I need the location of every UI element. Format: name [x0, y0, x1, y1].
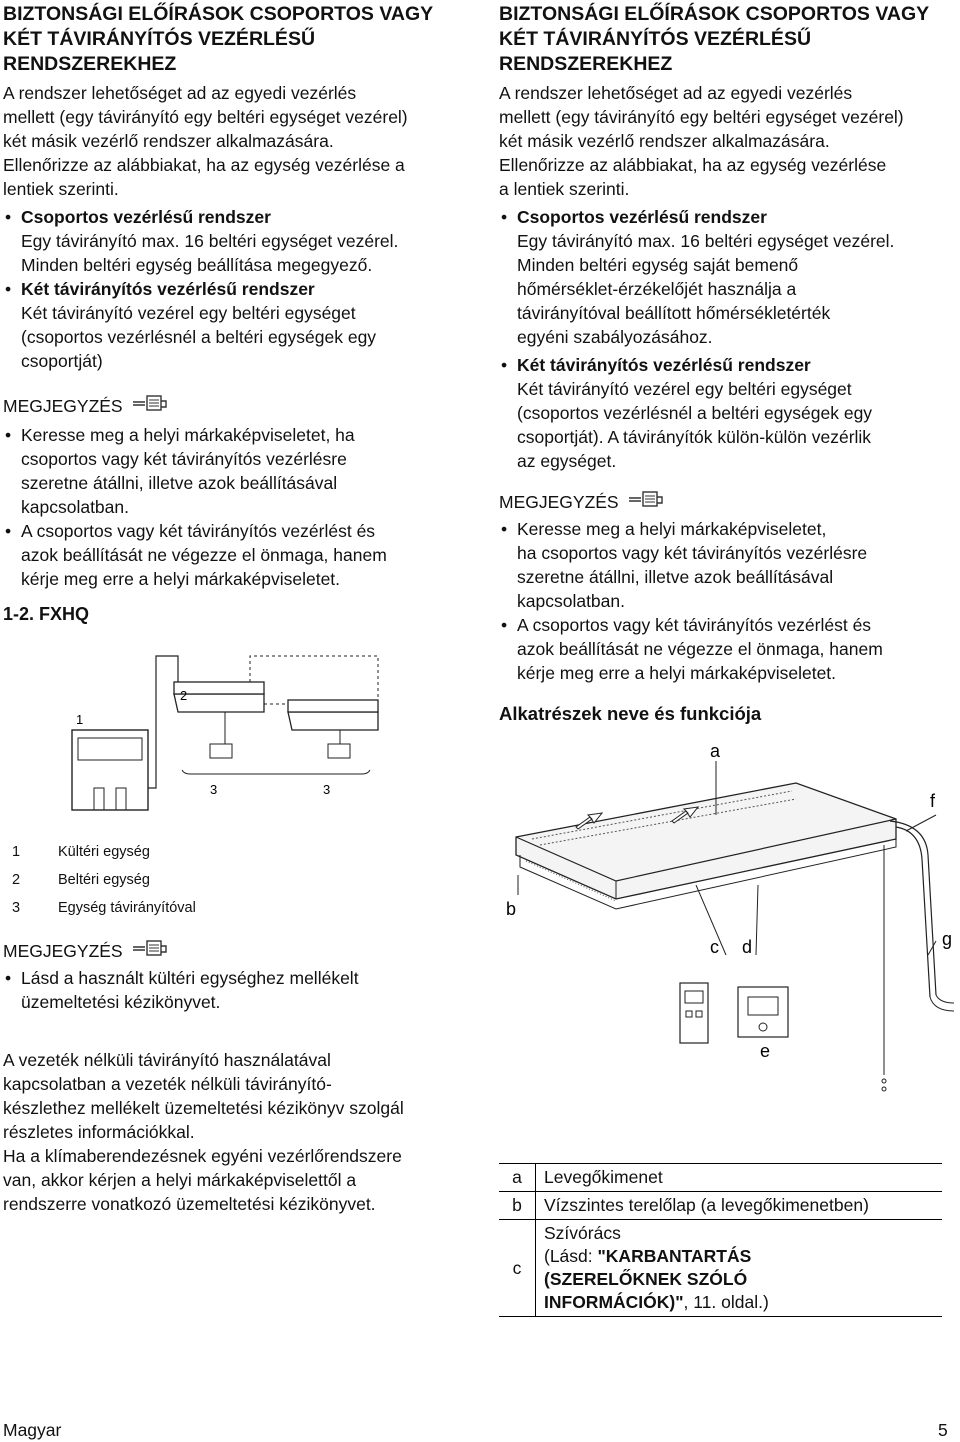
parts-description: Szívórács (Lásd: "KARBANTARTÁS (SZERELŐKNEK SZÓLÓ INFORMÁCIÓK)", 11. oldal.) — [536, 1220, 943, 1317]
wireless-line: Ha a klímaberendezésnek egyéni vezérlőrendszere — [3, 1146, 402, 1166]
left-bullet-dual — [3, 277, 469, 373]
note-hand-icon — [133, 938, 167, 964]
footer-language: Magyar — [3, 1420, 62, 1440]
note-label: MEGJEGYZÉS — [3, 396, 123, 416]
figure-label-e: e — [760, 1041, 771, 1061]
wireless-line: részletes információkkal. — [3, 1122, 195, 1142]
figure-label-c: c — [710, 937, 719, 957]
right-column — [499, 0, 957, 725]
left-bullet1-title: • Csoportos vezérlésű rendszer — [21, 207, 271, 227]
wireless-line: van, akkor kérjen a helyi márkaképviselettől a — [3, 1170, 357, 1190]
left-note1-line: • Keresse meg a helyi márkaképviseletet, ha — [21, 425, 355, 445]
wireless-line: A vezeték nélküli távirányító használatával — [3, 1050, 331, 1070]
left-note3-heading — [3, 938, 469, 964]
parts-heading: Alkatrészek neve és funkciója — [499, 703, 762, 724]
parts-row — [499, 1220, 942, 1317]
left-intro-line: mellett (egy távirányító egy beltéri egységet vezérel) — [3, 107, 408, 127]
right-intro-line: mellett (egy távirányító egy beltéri egységet vezérel) — [499, 107, 904, 127]
right-bullet2-line: Két távirányító vezérel egy beltéri egységet — [517, 379, 852, 399]
left-bullet2-line: Két távirányító vezérel egy beltéri egységet — [21, 303, 356, 323]
parts-key: a — [499, 1164, 536, 1192]
right-bullet1-text — [517, 229, 957, 349]
right-bullet-dual — [499, 353, 957, 473]
indoor-unit-parts-figure — [496, 735, 960, 1155]
right-bullet1-line: egyéni szabályozásához. — [517, 327, 713, 347]
right-note2-line: azok beállítását ne végezze el önmaga, hanem — [517, 639, 883, 659]
legend-item — [12, 894, 196, 922]
parts-row — [499, 1164, 942, 1192]
left-note2-line: azok beállítását ne végezze el önmaga, hanem — [21, 545, 387, 565]
parts-row — [499, 1192, 942, 1220]
left-note1-line: szeretne átállni, illetve azok beállításával — [21, 473, 338, 493]
left-intro — [3, 81, 469, 201]
right-bullet2-line: csoportját). A távirányítók külön-külön vezérlik — [517, 427, 872, 447]
right-intro-line: A rendszer lehetőséget ad az egyedi vezérlés — [499, 83, 853, 103]
left-bullet2-title: • Két távirányítós vezérlésű rendszer — [21, 279, 315, 299]
left-note1 — [3, 423, 469, 519]
parts-description: Vízszintes terelőlap (a levegőkimenetben) — [536, 1192, 943, 1220]
right-note1-line: • Keresse meg a helyi márkaképviseletet, — [517, 519, 827, 539]
left-note1-line: csoportos vagy két távirányítós vezérlésre — [21, 449, 347, 469]
wireless-line: rendszerre vonatkozó üzemeltetési kézikönyvet. — [3, 1194, 376, 1214]
right-note1-line: kapcsolatban. — [517, 591, 625, 611]
left-note3 — [3, 966, 469, 1014]
right-bullet1-line: hőmérséklet-érzékelőjét használja a — [517, 279, 797, 299]
legend-text: Egység távirányítóval — [58, 900, 196, 916]
left-note2-line: • A csoportos vagy két távirányítós vezérlést és — [21, 521, 376, 541]
note-hand-icon — [133, 393, 167, 419]
right-bullet1-line: távirányítóval beállított hőmérsékletérték — [517, 303, 831, 323]
left-bullet1-text — [21, 229, 469, 277]
left-lower — [3, 938, 469, 1216]
note3-label: MEGJEGYZÉS — [3, 941, 123, 961]
diagram-label-remote-a: 3 — [210, 782, 218, 797]
right-bullet2-text — [517, 377, 957, 473]
right-bullet2-title: • Két távirányítós vezérlésű rendszer — [517, 355, 811, 375]
legend-number: 3 — [12, 900, 21, 916]
left-note1-line: kapcsolatban. — [21, 497, 129, 517]
right-note-heading — [499, 489, 957, 515]
right-bullet-group — [499, 205, 957, 349]
right-note2 — [499, 613, 957, 685]
left-note2 — [3, 519, 469, 591]
left-intro-line: A rendszer lehetőséget ad az egyedi vezérlés — [3, 83, 357, 103]
left-bullet2-text — [21, 301, 469, 373]
legend-number: 2 — [12, 872, 21, 888]
left-bullet1-line: Minden beltéri egység beállítása megegyező. — [21, 255, 373, 275]
right-note1-line: szeretne átállni, illetve azok beállításával — [517, 567, 834, 587]
wireless-remote-text — [3, 1048, 469, 1216]
model-label: 1-2. FXHQ — [3, 604, 90, 624]
left-note3-line: • Lásd a használt kültéri egységhez mellékelt — [21, 968, 359, 988]
right-intro-line: Ellenőrizze az alábbiakat, ha az egység vezérlése — [499, 155, 887, 175]
note-hand-icon — [629, 489, 663, 515]
left-intro-line: lentiek szerinti. — [3, 179, 119, 199]
figure-label-f: f — [930, 791, 936, 811]
left-bullet1-line: Egy távirányító max. 16 beltéri egységet vezérel. — [21, 231, 399, 251]
note-label: MEGJEGYZÉS — [499, 492, 619, 512]
figure-label-a: a — [710, 741, 721, 761]
right-intro — [499, 81, 957, 201]
right-intro-line: a lentiek szerinti. — [499, 179, 630, 199]
right-bullet2-line: az egységet. — [517, 451, 617, 471]
right-note2-line: kérje meg erre a helyi márkaképviseletet. — [517, 663, 837, 683]
left-note2-line: kérje meg erre a helyi márkaképviseletet. — [21, 569, 341, 589]
parts-key: c — [499, 1220, 536, 1317]
left-intro-line: két másik vezérlő rendszer alkalmazására. — [3, 131, 334, 151]
wireless-line: kapcsolatban a vezeték nélküli távirányító- — [3, 1074, 332, 1094]
right-bullet2-line: (csoportos vezérlésnél a beltéri egységek egy — [517, 403, 873, 423]
legend-text: Kültéri egység — [58, 844, 150, 860]
right-note1 — [499, 517, 957, 613]
left-intro-line: Ellenőrizze az alábbiakat, ha az egység vezérlése a — [3, 155, 405, 175]
parts-description: Levegőkimenet — [536, 1164, 943, 1192]
figure-label-g: g — [942, 929, 953, 949]
legend-number: 1 — [12, 844, 21, 860]
wireless-line: készlethez mellékelt üzemeltetési kézikönyv szolgál — [3, 1098, 404, 1118]
left-bullet-group — [3, 205, 469, 277]
left-note3-line: üzemeltetési kézikönyvet. — [21, 992, 221, 1012]
parts-table — [499, 1163, 942, 1317]
right-bullet1-title: • Csoportos vezérlésű rendszer — [517, 207, 767, 227]
diagram-label-outdoor: 1 — [76, 712, 84, 727]
right-intro-line: két másik vezérlő rendszer alkalmazására. — [499, 131, 830, 151]
right-note1-line: ha csoportos vagy két távirányítós vezérlésre — [517, 543, 868, 563]
right-bullet1-line: Minden beltéri egység saját bemenő — [517, 255, 799, 275]
figure-label-b: b — [506, 899, 517, 919]
legend-item — [12, 838, 196, 866]
figure-label-d: d — [742, 937, 753, 957]
left-heading: BIZTONSÁGI ELŐÍRÁSOK CSOPORTOS VAGY KÉT TÁVIRÁNYÍTÓS VEZÉRLÉSŰ RENDSZEREKHEZ — [3, 3, 433, 75]
right-bullet1-line: Egy távirányító max. 16 beltéri egységet vezérel. — [517, 231, 895, 251]
right-note2-line: • A csoportos vagy két távirányítós vezérlést és — [517, 615, 872, 635]
left-column — [3, 0, 469, 591]
legend-text: Beltéri egység — [58, 872, 150, 888]
right-heading: BIZTONSÁGI ELŐÍRÁSOK CSOPORTOS VAGY KÉT TÁVIRÁNYÍTÓS VEZÉRLÉSŰ RENDSZEREKHEZ — [499, 3, 929, 75]
diagram-legend — [12, 838, 196, 922]
left-bullet2-line: csoportját) — [21, 351, 103, 371]
diagram-label-remote-b: 3 — [323, 782, 331, 797]
diagram-label-indoor: 2 — [180, 688, 188, 703]
footer-page-number: 5 — [938, 1420, 948, 1440]
parts-key: b — [499, 1192, 536, 1220]
left-bullet2-line: (csoportos vezérlésnél a beltéri egységek egy — [21, 327, 377, 347]
left-note-heading — [3, 393, 469, 419]
group-control-diagram — [60, 648, 390, 818]
legend-item — [12, 866, 196, 894]
